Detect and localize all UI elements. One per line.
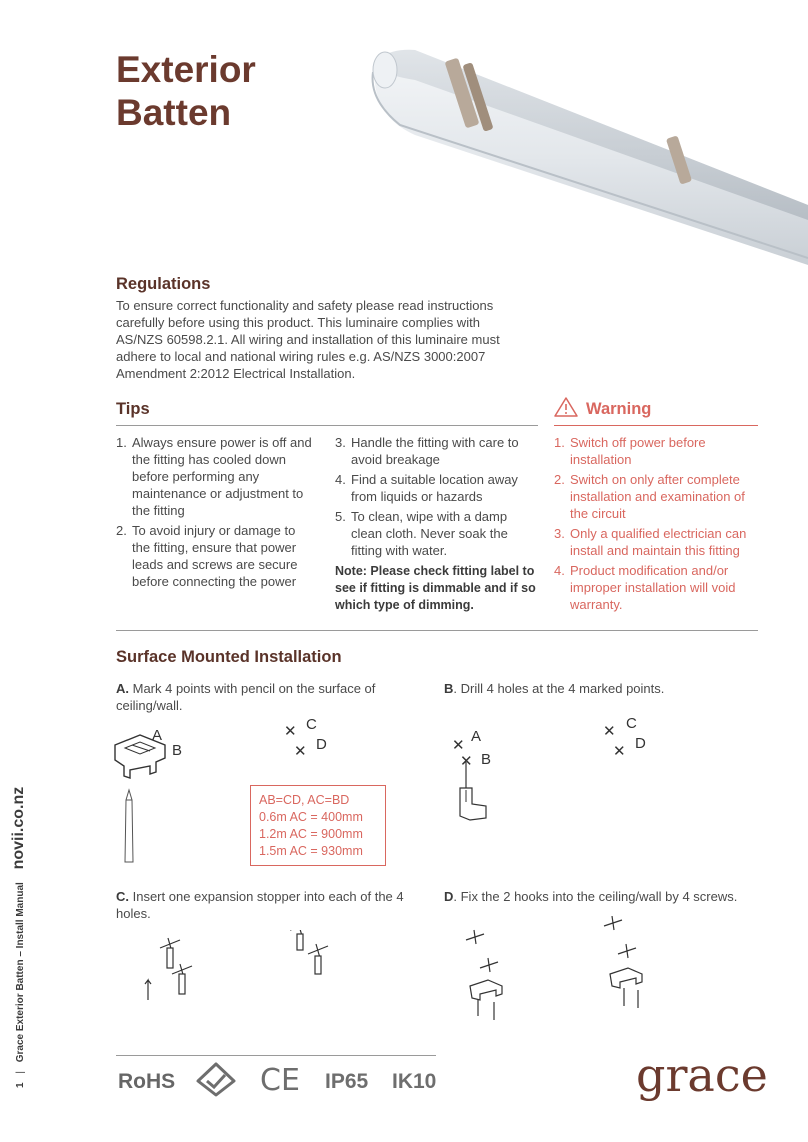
ce-mark: CE xyxy=(260,1063,300,1098)
regulations-heading: Regulations xyxy=(116,275,211,293)
warning-text: Only a qualified electrician can install and maintain this fitting xyxy=(570,526,747,558)
mark-cross-icon: ✕ xyxy=(284,723,297,740)
tip-item-1 xyxy=(116,434,312,519)
tip-number: 5. xyxy=(335,509,346,524)
tip-number: 1. xyxy=(116,435,127,450)
formula-line: 1.2m AC = 900mm xyxy=(259,827,363,841)
tip-item-5 xyxy=(335,508,540,559)
tip-text: Find a suitable location away from liquids or hazards xyxy=(351,472,518,504)
point-label-c: C xyxy=(306,716,317,733)
formula-line: AB=CD, AC=BD xyxy=(259,793,350,807)
point-label-a: A xyxy=(471,728,482,745)
tip-text: To clean, wipe with a damp clean cloth. Never soak the fitting with water. xyxy=(351,509,508,558)
warning-number: 4. xyxy=(554,563,565,578)
measurement-box xyxy=(250,785,386,866)
warning-item-2 xyxy=(554,471,754,522)
ip-rating: IP65 xyxy=(325,1070,369,1093)
warning-text: Product modification and/or improper installation will void warranty. xyxy=(570,563,736,612)
step-d-letter: D xyxy=(444,889,454,904)
tip-number: 3. xyxy=(335,435,346,450)
warning-item-4 xyxy=(554,562,754,613)
step-c-letter: C. xyxy=(116,889,129,904)
page-title xyxy=(116,48,256,134)
mark-cross-icon: ✕ xyxy=(613,743,626,760)
website-link: novii.co.nz xyxy=(10,786,27,870)
tip-text: Always ensure power is off and the fitting has cooled down before performing any maintenance or adjustment to the fitting xyxy=(132,435,312,518)
tip-text: Handle the fitting with care to avoid breakage xyxy=(351,435,519,467)
warning-number: 3. xyxy=(554,526,565,541)
point-label-d: D xyxy=(316,736,327,753)
drill-icon xyxy=(452,760,492,826)
warning-number: 2. xyxy=(554,472,565,487)
title-line-2: Batten xyxy=(116,92,232,133)
fix-hooks-diagram xyxy=(460,916,660,1026)
mark-cross-icon: ✕ xyxy=(294,743,307,760)
formula-line: 0.6m AC = 400mm xyxy=(259,810,363,824)
warning-item-3 xyxy=(554,525,754,559)
batten-product-image xyxy=(355,40,808,265)
installation-heading: Surface Mounted Installation xyxy=(116,648,342,666)
warning-heading: Warning xyxy=(586,400,652,418)
step-a-text xyxy=(116,680,406,714)
point-label-b: B xyxy=(172,742,183,759)
expansion-stopper-diagram xyxy=(140,930,340,1010)
point-label-b: B xyxy=(481,751,492,768)
step-c-text xyxy=(116,888,406,922)
mark-cross-icon: ✕ xyxy=(460,753,473,770)
mark-cross-icon: ✕ xyxy=(452,737,465,754)
tips-heading: Tips xyxy=(116,400,150,418)
title-line-1: Exterior xyxy=(116,49,256,90)
point-label-c: C xyxy=(626,715,637,732)
tip-number: 4. xyxy=(335,472,346,487)
dimming-note: Note: Please check fitting label to see if fitting is dimmable and if so which type of dimming. xyxy=(335,564,536,612)
pencil-icon xyxy=(122,788,136,864)
tip-text: To avoid injury or damage to the fitting, ensure that power leads and screws are secure before connecting the power xyxy=(132,523,298,589)
footer-divider xyxy=(116,1055,436,1056)
warning-item-1 xyxy=(554,434,754,468)
side-separator: | xyxy=(15,1071,26,1074)
tip-item-4 xyxy=(335,471,540,505)
mark-cross-icon: ✕ xyxy=(603,723,616,740)
warning-icon xyxy=(554,397,578,417)
point-label-a: A xyxy=(152,727,163,744)
step-d-text xyxy=(444,888,754,905)
formula-line: 1.5m AC = 930mm xyxy=(259,844,363,858)
tips-list-left xyxy=(116,434,312,593)
step-b-desc: . Drill 4 holes at the 4 marked points. xyxy=(453,681,665,696)
warning-text: Switch on only after complete installation and examination of the circuit xyxy=(570,472,745,521)
tips-list-right xyxy=(335,434,540,562)
warning-divider xyxy=(554,425,758,426)
step-d-desc: . Fix the 2 hooks into the ceiling/wall by 4 screws. xyxy=(453,889,738,904)
brand-logo: grace xyxy=(636,1048,768,1102)
rcm-mark-icon xyxy=(194,1061,238,1097)
page-number: 1 xyxy=(15,1082,26,1088)
tip-item-3 xyxy=(335,434,540,468)
regulations-text: To ensure correct functionality and safety please read instructions carefully before using this product. This luminaire complies with AS/NZS 60598.2.1. All wiring and installation of this luminaire must adhere to local and national wiring rules e.g. AS/NZS 3000:2007 Amendment 2:2012 Electrical Installation. xyxy=(116,298,500,381)
warning-number: 1. xyxy=(554,435,565,450)
step-a-letter: A. xyxy=(116,681,129,696)
step-c-desc: Insert one expansion stopper into each of the 4 holes. xyxy=(116,889,404,921)
tip-item-2 xyxy=(116,522,312,590)
step-b-text xyxy=(444,680,744,697)
warning-text: Switch off power before installation xyxy=(570,435,706,467)
tip-number: 2. xyxy=(116,523,127,538)
warning-list xyxy=(554,434,754,616)
point-label-d: D xyxy=(635,735,646,752)
step-a-desc: Mark 4 points with pencil on the surface of ceiling/wall. xyxy=(116,681,376,713)
step-b-letter: B xyxy=(444,681,454,696)
ik-rating: IK10 xyxy=(392,1070,437,1093)
section-divider xyxy=(116,630,758,631)
tips-divider xyxy=(116,425,538,426)
document-name: Grace Exterior Batten – Install Manual xyxy=(15,882,26,1063)
rohs-logo: RoHS xyxy=(118,1070,176,1093)
